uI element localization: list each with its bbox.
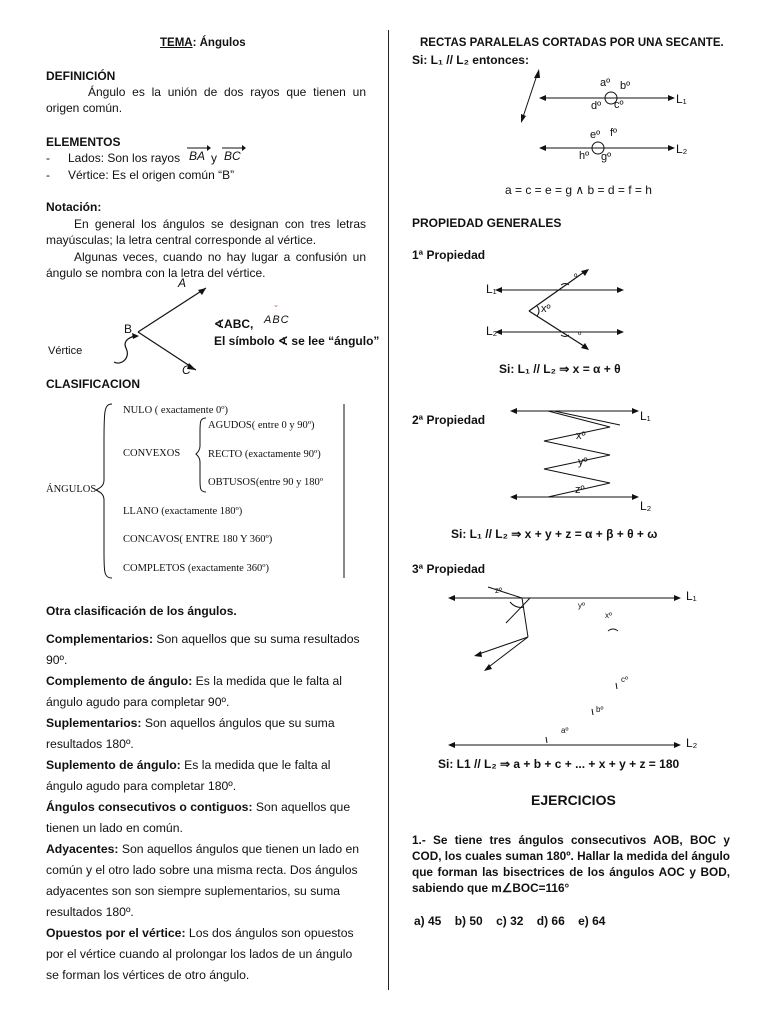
otra-list [46, 629, 366, 986]
prop3-z: zº [495, 586, 502, 595]
prop3-l2: L₂ [686, 736, 698, 750]
title-prefix: TEMA [160, 37, 193, 49]
arrowhead-icon [510, 408, 517, 414]
zigzag-edge [554, 411, 620, 425]
otra-item: Complemento de ángulo: Es la medida que le falta al ángulo agudo para completar 90º. [46, 674, 342, 709]
notacion-p1: En general los ángulos se designan con tres letras mayúsculas; la letra central corresponde al vértice. [46, 217, 366, 247]
column-divider [388, 30, 389, 990]
arrowhead-icon [674, 742, 681, 748]
ray-arrow-icon [222, 144, 246, 152]
ray-arrow-icon [187, 144, 211, 152]
tick-mark [616, 683, 617, 689]
arrowhead-icon [632, 408, 639, 414]
fig1-l1: L₁ [676, 92, 687, 106]
arrowhead-icon [521, 114, 526, 123]
secant-line [522, 72, 538, 120]
prop3-y: yº [578, 601, 585, 610]
prop3-x: xº [605, 611, 612, 620]
convexos-brace [196, 418, 206, 492]
option-b: b) 50 [454, 914, 483, 928]
class-llano: LLANO (exactamente 180º) [123, 506, 243, 517]
ray-y: y [211, 151, 217, 165]
otra-item: Suplemento de ángulo: Es la medida que le falta al ángulo agudo para completar 180º. [46, 758, 331, 793]
elementos-heading: ELEMENTOS [46, 135, 121, 149]
prop1-l2: L₂ [486, 324, 498, 338]
label-b: B [124, 322, 133, 336]
ray-bc: BC [224, 149, 241, 163]
arrowhead-icon [534, 69, 540, 78]
fig1-b: bº [620, 80, 631, 92]
prop3-figure [446, 585, 706, 760]
prop2-formula: Si: L₁ // L₂ ⇒ x + y + z = α + β + θ + ω [451, 527, 658, 541]
arrowhead-icon [668, 95, 675, 101]
arrowhead-icon [674, 595, 681, 601]
prop1-deg-top: º [574, 272, 578, 282]
prop2-z: zº [575, 484, 585, 496]
arrowhead-icon [448, 742, 455, 748]
fig1-c: cº [614, 99, 624, 111]
ejercicio-1-options [414, 914, 615, 928]
class-obtusos: OBTUSOS(entre 90 y 180º [208, 477, 323, 488]
ray-ba-line [138, 288, 206, 332]
otra-item: Ángulos consecutivos o contiguos: Son aquellos que tienen un lado en común. [46, 800, 351, 835]
definicion-heading: DEFINICIÓN [46, 69, 116, 83]
prop2-l2: L₂ [640, 499, 652, 513]
arrowhead-icon [581, 269, 589, 276]
class-root: ÁNGULOS [46, 484, 97, 495]
fig1-a: aº [600, 77, 611, 89]
prop3-l1: L₁ [686, 589, 697, 603]
otra-item: Opuestos por el vértice: Los dos ángulos son opuestos por el vértice cuando al prolongar los lados de un ángulo se forman los vértices de otro ángulo. [46, 926, 354, 982]
page-title [160, 37, 246, 49]
simbolo-text: El símbolo ∢ se lee “ángulo” [214, 334, 380, 348]
prop2-heading: 2ª Propiedad [412, 413, 486, 427]
arrowhead-icon [132, 333, 139, 339]
angle-abc-symbol: ∢ABC, [214, 317, 254, 331]
prop1-formula: Si: L₁ // L₂ ⇒ x = α + θ [499, 362, 621, 376]
fig1-d: dº [591, 100, 602, 112]
otra-item: Suplementarios: Son aquellos ángulos que su suma resultados 180º. [46, 716, 335, 751]
arrowhead-icon [539, 145, 546, 151]
lados-dash: - [46, 151, 50, 165]
angle-arc [537, 306, 539, 316]
prop2-l1: L₁ [640, 409, 651, 423]
otra-heading: Otra clasificación de los ángulos. [46, 604, 237, 618]
title-rest: : Ángulos [192, 37, 246, 49]
propiedades-heading: PROPIEDAD GENERALES [412, 216, 562, 230]
fig1-e: eº [590, 129, 601, 141]
fig1-h: hº [579, 150, 590, 162]
prop1-heading: 1ª Propiedad [412, 248, 486, 262]
caret-icon: ˘ [274, 304, 278, 314]
arrowhead-icon [510, 494, 517, 500]
prop1-l1: L₁ [486, 282, 497, 296]
class-concavos: CONCAVOS( ENTRE 180 Y 360º) [123, 534, 273, 545]
notacion-p2: Algunas veces, cuando no hay lugar a confusión un ángulo se nombra con la letra del vértice. [46, 250, 366, 280]
arrowhead-icon [668, 145, 675, 151]
prop1-figure [495, 278, 635, 348]
broken-ray [486, 637, 528, 669]
prop3-heading: 3ª Propiedad [412, 562, 486, 576]
fig1-l2: L₂ [676, 142, 688, 156]
prop3-formula: Si: L1 // L₂ ⇒ a + b + c + ... + x + y + z = 180 [438, 757, 680, 771]
arrowhead-icon [617, 329, 624, 335]
abc-hand-text: ABC [264, 314, 290, 326]
si-l1-l2: Si: L₁ // L₂ entonces: [412, 53, 529, 67]
label-vertice: Vértice [48, 345, 83, 357]
elementos-vertice [46, 168, 366, 182]
otra-item: Adyacentes: Son aquellos ángulos que tienen un lado en común y el otro lado sobre una misma recta. Dos ángulos adyacentes son son siempre suplementarios, su suma resultados 180º. [46, 842, 360, 919]
option-d: d) 66 [536, 914, 565, 928]
angle-arc [561, 284, 569, 286]
broken-ray [488, 587, 522, 598]
class-recto: RECTO (exactamente 90º) [208, 449, 321, 460]
arrowhead-icon [448, 595, 455, 601]
lados-label: Lados: Son los rayos [68, 151, 181, 165]
option-e: e) 64 [578, 914, 606, 928]
abc-handwritten [264, 304, 290, 326]
arrowhead-icon [474, 651, 482, 657]
option-c: c) 32 [496, 914, 524, 928]
fig1-f: fº [610, 127, 618, 139]
broken-ray [476, 637, 528, 655]
label-a: A [178, 276, 187, 290]
prop1-x: xº [541, 303, 551, 315]
fig1-g: gº [601, 151, 612, 163]
vertice-pointer [114, 336, 137, 363]
class-nulo: NULO ( exactamente 0º) [123, 405, 228, 416]
main-brace [96, 404, 112, 578]
angle-arc [608, 629, 618, 631]
notacion-heading: Notación: [46, 200, 102, 214]
label-c: C [182, 363, 191, 377]
rectas-title: RECTAS PARALELAS CORTADAS POR UNA SECANTE. [420, 37, 724, 49]
class-convexos: CONVEXOS [123, 448, 181, 459]
arrowhead-icon [632, 494, 639, 500]
angle-abc-figure [46, 278, 226, 378]
equality-text: a = c = e = g ∧ b = d = f = h [505, 183, 652, 197]
ejercicio-1-text: 1.- Se tiene tres ángulos consecutivos AOB, BOC y COD, los cuales suman 180º. Hallar la medida del ángulo que forman las bisectrices de los ángulos AOC y BOD, sabiendo que m∠BOC=116° [412, 833, 730, 895]
clasificacion-heading: CLASIFICACION [46, 377, 140, 391]
otra-item: Complementarios: Son aquellos que su suma resultados 90º. [46, 632, 360, 667]
prop3-b: bº [596, 705, 604, 714]
ray-bc-notation [224, 149, 241, 163]
definicion-text: Ángulo es la unión de dos rayos que tienen un origen común. [46, 85, 366, 115]
prop2-x: xº [576, 430, 586, 442]
prop3-a: aº [561, 726, 569, 735]
class-agudos: AGUDOS( entre 0 y 90º) [208, 420, 315, 431]
ray-ba: BA [189, 149, 206, 163]
ray-ba-notation [189, 149, 205, 163]
option-a: a) 45 [414, 914, 442, 928]
vertice-dash: - [46, 168, 50, 182]
tick-mark [592, 709, 593, 715]
prop1-deg-bottom: º [578, 330, 582, 340]
prop3-c: cº [621, 675, 628, 684]
ejercicios-heading: EJERCICIOS [531, 792, 616, 808]
broken-ray [506, 598, 530, 623]
tick-mark [546, 737, 547, 743]
class-completos: COMPLETOS (exactamente 360º) [123, 563, 269, 574]
arrowhead-icon [539, 95, 546, 101]
angle-arc [561, 335, 569, 337]
arrowhead-icon [581, 343, 589, 350]
prop2-y: yº [578, 456, 588, 468]
arrowhead-icon [198, 288, 206, 295]
vertice-text: Vértice: Es el origen común “B” [68, 168, 235, 182]
arrowhead-icon [617, 287, 624, 293]
elementos-lados [46, 151, 366, 165]
